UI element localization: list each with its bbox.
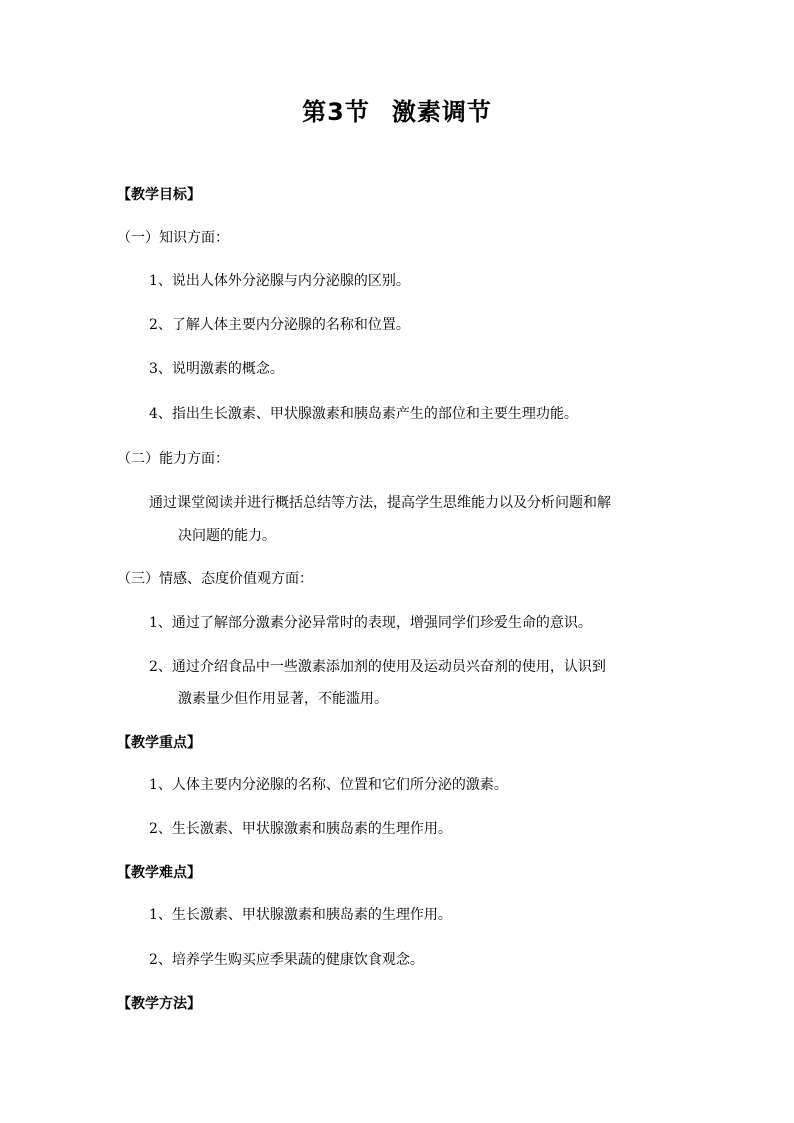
ability-label: （二）能力方面： [117, 451, 229, 467]
knowledge-item-4: 4、指出生长激素、甲状腺激素和胰岛素产生的部位和主要生理功能。 [149, 406, 578, 422]
difficulty-item-1: 1、生长激素、甲状腺激素和胰岛素的生理作用。 [149, 907, 452, 923]
methods-heading: 【教学方法】 [117, 996, 201, 1012]
emotion-label: （三）情感、态度价值观方面： [117, 571, 313, 587]
emotion-item-2-line1: 2、通过介绍食品中一些激素添加剂的使用及运动员兴奋剂的使用，认识到 [149, 659, 606, 675]
objectives-heading: 【教学目标】 [117, 187, 201, 203]
knowledge-item-1: 1、说出人体外分泌腺与内分泌腺的区别。 [149, 273, 410, 289]
emotion-item-1: 1、通过了解部分激素分泌异常时的表现，增强同学们珍爱生命的意识。 [149, 615, 592, 631]
knowledge-item-3: 3、说明激素的概念。 [149, 361, 284, 377]
difficulties-heading: 【教学难点】 [117, 865, 201, 881]
key-points-heading: 【教学重点】 [117, 735, 201, 751]
knowledge-label: （一）知识方面： [117, 230, 229, 246]
section-title: 激素调节 [391, 98, 492, 126]
ability-text-line1: 通过课堂阅读并进行概括总结等方法，提高学生思维能力以及分析问题和解 [149, 495, 611, 511]
key-point-item-1: 1、人体主要内分泌腺的名称、位置和它们所分泌的激素。 [149, 777, 508, 793]
difficulty-item-2: 2、培养学生购买应季果蔬的健康饮食观念。 [149, 952, 424, 968]
section-number: 第3节 [302, 98, 370, 126]
emotion-item-2-line2: 激素量少但作用显著，不能滥用。 [178, 691, 388, 707]
ability-text-line2: 决问题的能力。 [178, 528, 276, 544]
knowledge-item-2: 2、了解人体主要内分泌腺的名称和位置。 [149, 317, 410, 333]
key-point-item-2: 2、生长激素、甲状腺激素和胰岛素的生理作用。 [149, 821, 452, 837]
page-title [0, 92, 794, 127]
